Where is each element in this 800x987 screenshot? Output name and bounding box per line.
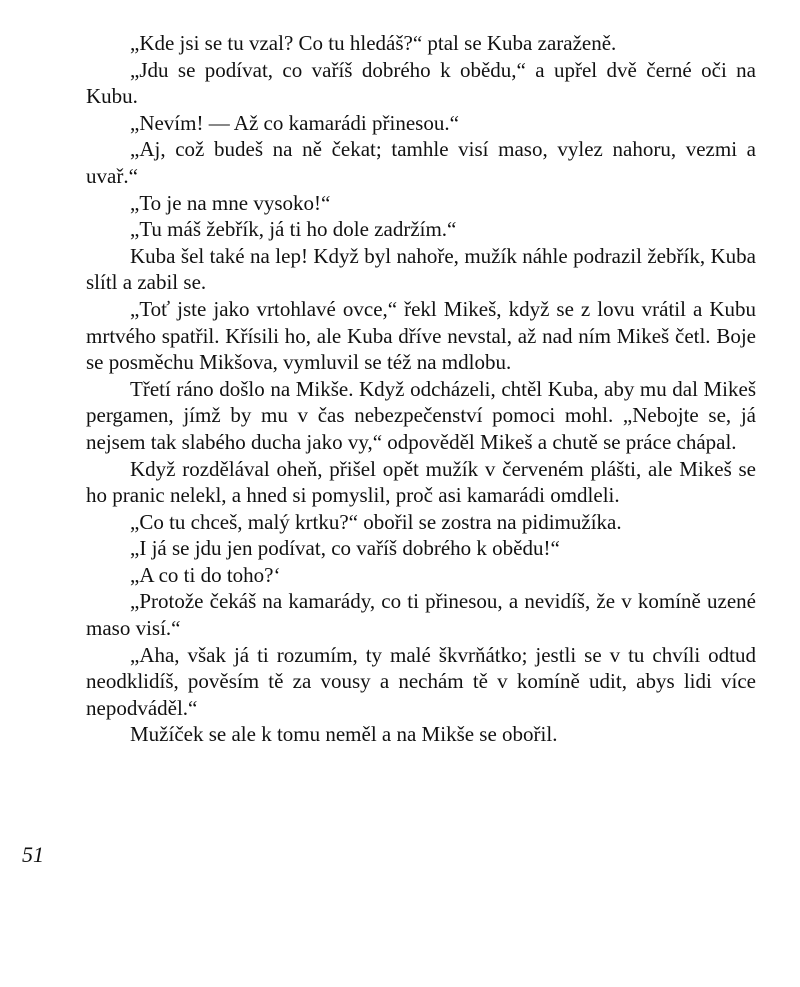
- paragraph-14: „Protože čekáš na kamarády, co ti přinesou, a nevidíš, že v komíně uzené maso visí.“: [86, 589, 756, 641]
- paragraph-11: „Co tu chceš, malý krtku?“ obořil se zostra na pidimužíka.: [130, 509, 622, 534]
- paragraph-6: „Tu máš žebřík, já ti ho dole zadržím.“: [130, 217, 457, 242]
- paragraph-16: Mužíček se ale k tomu neměl a na Mikše se obořil.: [130, 722, 558, 747]
- paragraph-4: „Aj, což budeš na ně čekat; tamhle visí maso, vylez nahoru, vezmi a uvař.“: [86, 137, 756, 188]
- paragraph-8: „Toť jste jako vrtohlavé ovce,“ řekl Mikeš, když se z lovu vrátil a Kubu mrtvého spatřil. Křísili ho, ale Kuba dříve nevstal, až nad ním Mikeš četl. Boje se posměchu Mikšova, vymluvil se též na mdlobu.: [86, 296, 756, 375]
- paragraph-15: „Aha, však já ti rozumím, ty malé škvrňátko; jestli se v tu chvíli odtud neodklidíš, pověsím tě za vousy a nechám tě v komíně udit, abys lidi více nepodváděl.“: [86, 642, 756, 720]
- paragraph-7: Kuba šel také na lep! Když byl nahoře, mužík náhle podrazil žebřík, Kuba slítl a zabil se.: [86, 243, 756, 295]
- paragraph-5: „To je na mne vysoko!“: [130, 190, 331, 215]
- page-number: 51: [22, 842, 44, 867]
- paragraph-3: „Nevím! — Až co kamarádi přinesou.“: [130, 110, 459, 135]
- paragraph-12: „I já se jdu jen podívat, co vaříš dobrého k obědu!“: [130, 536, 560, 561]
- paragraph-2: „Jdu se podívat, co vaříš dobrého k obědu,“ a upřel dvě černé oči na Kubu.: [86, 57, 756, 109]
- paragraph-10: Když rozdělával oheň, přišel opět mužík v červeném plášti, ale Mikeš se ho pranic nelekl, a hned si pomyslil, proč asi kamarádi omdleli.: [86, 456, 756, 508]
- paragraph-1: „Kde jsi se tu vzal? Co tu hledáš?“ ptal se Kuba zaraženě.: [130, 31, 617, 55]
- paragraph-9: Třetí ráno došlo na Mikše. Když odcházeli, chtěl Kuba, aby mu dal Mikeš pergamen, jímž by mu v čas nebezpečenství pomoci mohl. „Nebojte se, já nejsem tak slabého ducha jako vy,“ odpověděl Mikeš a chutě se práce chápal.: [86, 376, 756, 454]
- page-body: [86, 30, 756, 748]
- paragraph-13: „A co ti do toho?‘: [130, 562, 281, 587]
